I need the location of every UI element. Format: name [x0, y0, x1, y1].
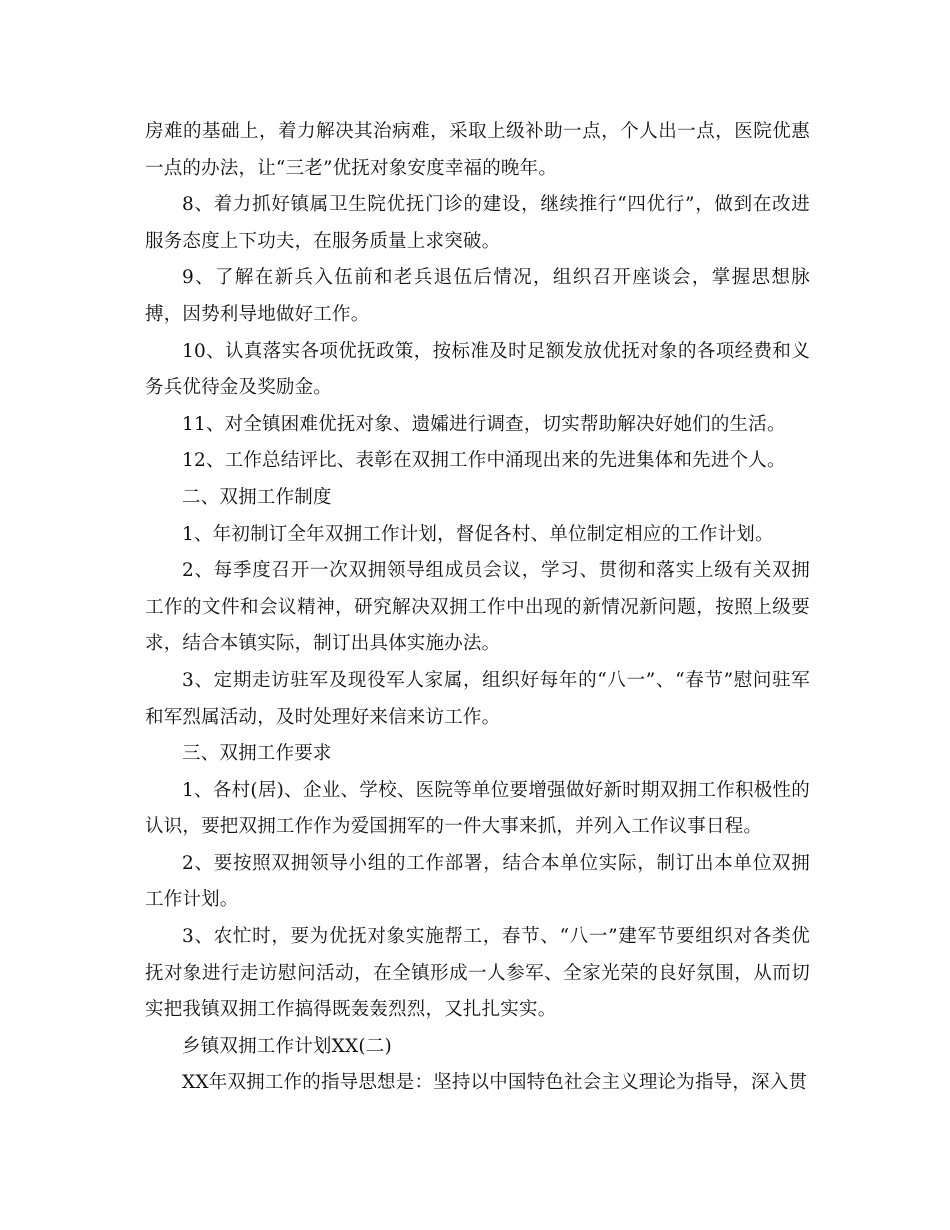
paragraph-system-3: 3、定期走访驻军及现役军人家属，组织好每年的“八一”、“春节”慰问驻军和军烈属活动，及时处理好来信来访工作。 — [145, 669, 810, 728]
paragraph-item-8: 8、着力抓好镇属卫生院优抚门诊的建设，继续推行“四优行”，做到在改进服务态度上下功夫，在服务质量上求突破。 — [145, 194, 810, 252]
paragraph-continuation: 房难的基础上，着力解决其治病难，采取上级补助一点，个人出一点，医院优惠一点的办法，让“三老”优抚对象安度幸福的晚年。 — [145, 121, 810, 179]
paragraph-item-10: 10、认真落实各项优抚政策，按标准及时足额发放优抚对象的各项经费和义务兵优待金及奖励金。 — [145, 340, 810, 399]
paragraph-requirement-3: 3、农忙时，要为优抚对象实施帮工，春节、“八一”建军节要组织对各类优抚对象进行走访慰问活动，在全镇形成一人参军、全家光荣的良好氛围，从而切实把我镇双拥工作搞得既轰轰烈烈，又扎扎实实。 — [145, 926, 810, 1021]
paragraph-requirement-2: 2、要按照双拥领导小组的工作部署，结合本单位实际，制订出本单位双拥工作计划。 — [145, 852, 810, 911]
paragraph-item-9: 9、了解在新兵入伍前和老兵退伍后情况，组织召开座谈会，掌握思想脉搏，因势利导地做好工作。 — [145, 267, 810, 325]
paragraph-requirement-1: 1、各村(居)、企业、学校、医院等单位要增强做好新时期双拥工作积极性的认识，要把双拥工作作为爱国拥军的一件大事来抓，并列入工作议事日程。 — [145, 779, 810, 838]
paragraph-item-12: 12、工作总结评比、表彰在双拥工作中涌现出来的先进集体和先进个人。 — [182, 450, 786, 472]
document-subtitle: 乡镇双拥工作计划XX(二) — [182, 1035, 392, 1057]
paragraph-system-1: 1、年初制订全年双拥工作计划，督促各村、单位制定相应的工作计划。 — [182, 523, 774, 545]
paragraph-system-2: 2、每季度召开一次双拥领导组成员会议，学习、贯彻和落实上级有关双拥工作的文件和会议精神，研究解决双拥工作中出现的新情况新问题，按照上级要求，结合本镇实际，制订出具体实施办法。 — [145, 560, 810, 655]
paragraph-item-11: 11、对全镇困难优抚对象、遗孀进行调查，切实帮助解决好她们的生活。 — [182, 413, 786, 435]
section-heading-requirements: 三、双拥工作要求 — [182, 743, 332, 765]
paragraph-guiding-idea: XX年双拥工作的指导思想是：坚持以中国特色社会主义理论为指导，深入贯 — [182, 1072, 808, 1094]
section-heading-system: 二、双拥工作制度 — [182, 486, 332, 508]
document-body — [145, 114, 810, 1102]
